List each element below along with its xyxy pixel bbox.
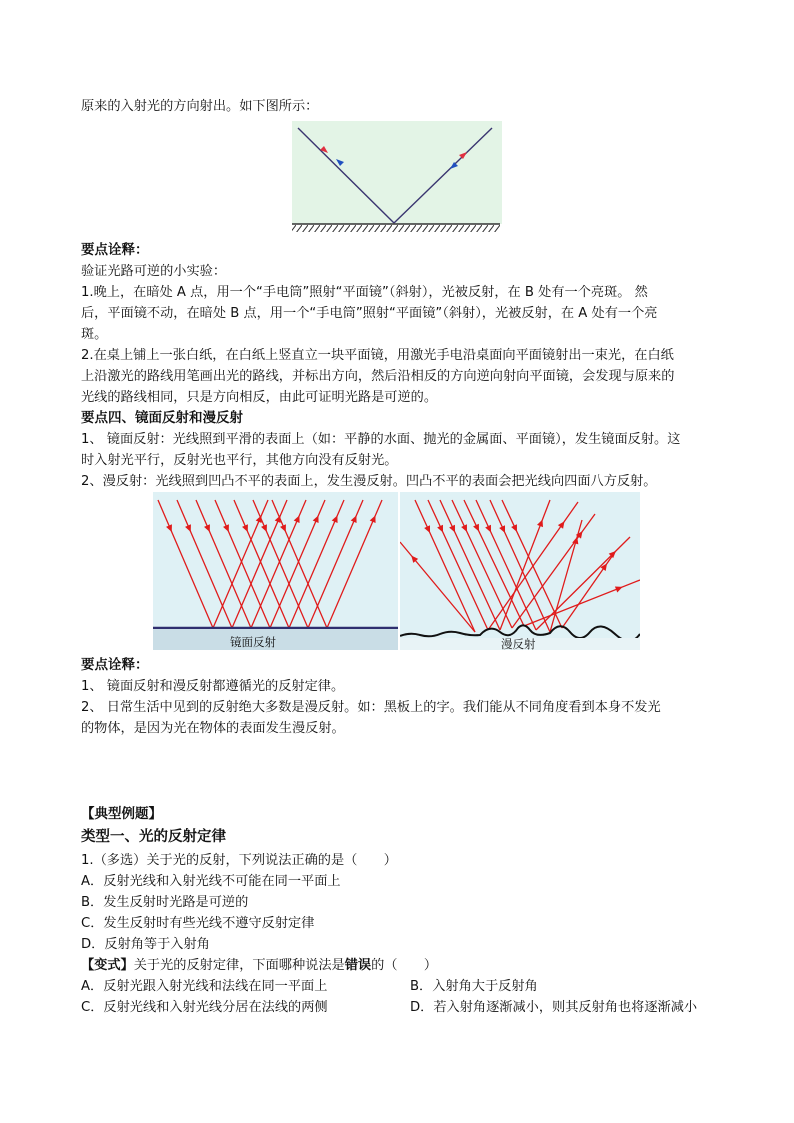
figure-background bbox=[292, 121, 502, 224]
question-1-option-c: C．发生反射时有些光线不遵守反射定律 bbox=[81, 916, 315, 931]
keypoint-explain-title: 要点诠释： bbox=[81, 242, 149, 258]
question-1-stem: 1.（多选）关于光的反射，下列说法正确的是（ ） bbox=[81, 853, 397, 868]
variant-stem bbox=[81, 955, 721, 976]
question-1-option-a: A．反射光线和入射光线不可能在同一平面上 bbox=[81, 874, 341, 889]
variant-option-b: B．入射角大于反射角 bbox=[410, 979, 538, 994]
specular-caption: 镜面反射 bbox=[230, 635, 276, 649]
explain-2-item-2-line-1: 2、 日常生活中见到的反射绝大多数是漫反射。如：黑板上的字。我们能从不同角度看到本身不发光 bbox=[81, 700, 661, 715]
variant-option-d: D．若入射角逐渐减小，则其反射角也将逐渐减小 bbox=[410, 1000, 698, 1015]
variant-stem-emphasis: 错误 bbox=[344, 958, 372, 973]
experiment-subtitle: 验证光路可逆的小实验： bbox=[81, 264, 227, 279]
experiment-1-line-2: 后，平面镜不动，在暗处 B 点，用一个“手电筒”照射“平面镜”（斜射），光被反射，在 A 处有一个亮 bbox=[81, 306, 658, 321]
variant-stem-a: 关于光的反射定律，下面哪种说法是 bbox=[133, 958, 345, 973]
variant-stem-b: 的（ ） bbox=[371, 958, 438, 973]
keypoint-explain-2-title: 要点诠释： bbox=[81, 657, 149, 673]
explain-2-item-1: 1、 镜面反射和漫反射都遵循光的反射定律。 bbox=[81, 679, 345, 694]
intro-text: 原来的入射光的方向射出。如下图所示： bbox=[81, 99, 319, 114]
experiment-1-line-1: 1.晚上，在暗处 A 点，用一个“手电筒”照射“平面镜”（斜射），光被反射，在 B 处有一个亮斑。 然 bbox=[81, 285, 648, 300]
question-1-option-b: B．发生反射时光路是可逆的 bbox=[81, 895, 249, 910]
variant-option-c: C．反射光线和入射光线分居在法线的两侧 bbox=[81, 1000, 328, 1015]
variant-option-a: A．反射光跟入射光线和法线在同一平面上 bbox=[81, 979, 328, 994]
experiment-2-line-2: 上沿激光的路线用笔画出光的路线，并标出方向，然后沿相反的方向逆向射向平面镜，会发现与原来的 bbox=[81, 369, 675, 384]
variant-tag: 【变式】 bbox=[81, 958, 134, 973]
section-4-title: 要点四、镜面反射和漫反射 bbox=[81, 410, 243, 426]
specular-reflection-figure bbox=[153, 492, 398, 650]
specular-line-1: 1、 镜面反射：光线照到平滑的表面上（如：平静的水面、抛光的金属面、平面镜），发生镜面反射。这 bbox=[81, 432, 681, 447]
question-1-option-d: D．反射角等于入射角 bbox=[81, 937, 210, 952]
diffuse-line: 2、漫反射：光线照到凹凸不平的表面上，发生漫反射。凹凸不平的表面会把光线向四面八方反射。 bbox=[81, 474, 657, 489]
specular-line-2: 时入射光平行，反射光也平行，其他方向没有反射光。 bbox=[81, 453, 398, 468]
explain-2-item-2-line-2: 的物体，是因为光在物体的表面发生漫反射。 bbox=[81, 721, 345, 736]
experiment-1-line-3: 斑。 bbox=[81, 327, 108, 342]
experiment-2-line-3: 光线的路线相同，只是方向相反，由此可证明光路是可逆的。 bbox=[81, 390, 438, 405]
experiment-2-line-1: 2.在桌上铺上一张白纸，在白纸上竖直立一块平面镜，用激光手电沿桌面向平面镜射出一束光，在白纸 bbox=[81, 348, 674, 363]
examples-header: 【典型例题】 bbox=[81, 806, 162, 822]
diffuse-caption: 漫反射 bbox=[501, 637, 536, 651]
diffuse-reflection-figure bbox=[400, 492, 640, 650]
type-1-title: 类型一、光的反射定律 bbox=[81, 829, 226, 845]
mirror-hatching bbox=[292, 225, 500, 232]
reversible-path-figure bbox=[290, 121, 502, 233]
